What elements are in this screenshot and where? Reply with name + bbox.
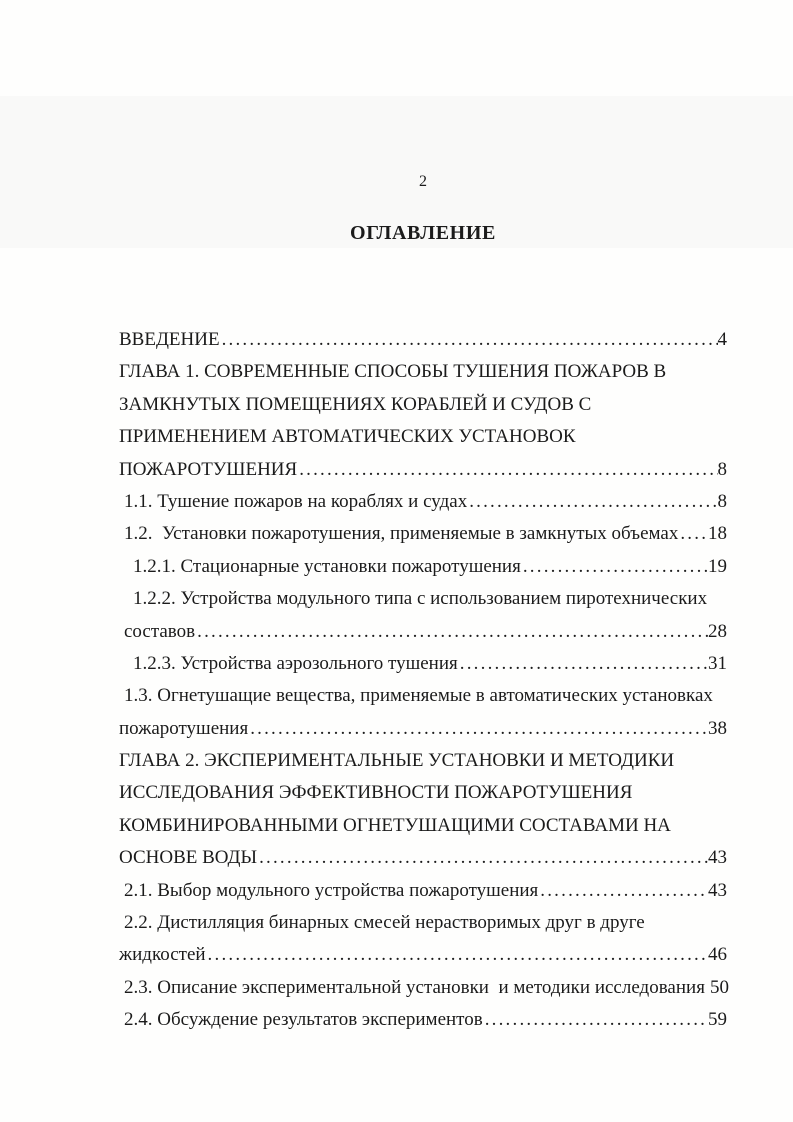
toc-line: [119, 518, 727, 550]
toc-line: [119, 939, 727, 971]
dot-leader: [645, 907, 727, 939]
toc-line: [119, 810, 727, 842]
dot-leader: [674, 745, 727, 777]
toc-line: [119, 324, 727, 356]
toc-entry-text: ГЛАВА 1. СОВРЕМЕННЫЕ СПОСОБЫ ТУШЕНИЯ ПОЖАРОВ В: [119, 361, 667, 383]
page-number: 2: [419, 173, 427, 190]
toc-line: [119, 842, 727, 874]
toc-line: [119, 648, 727, 680]
dot-leader: [576, 421, 727, 453]
toc-entry-text: пожаротушения: [119, 717, 249, 739]
dot-leader: [666, 356, 727, 388]
toc-entry-text: ВВЕДЕНИЕ: [119, 329, 220, 350]
toc-page-ref: 8: [717, 458, 727, 480]
toc-line: [119, 356, 727, 388]
toc-line: [119, 551, 727, 583]
toc-line: [119, 486, 727, 518]
toc-entry-text: ПРИМЕНЕНИЕМ АВТОМАТИЧЕСКИХ УСТАНОВОК: [119, 426, 576, 448]
toc-entry-text: ЗАМКНУТЫХ ПОМЕЩЕНИЯХ КОРАБЛЕЙ И СУДОВ С: [119, 393, 592, 415]
toc-entry-text: 1.2. Установки пожаротушения, применяемые в замкнутых объемах: [124, 523, 679, 545]
toc-entry-text: ГЛАВА 2. ЭКСПЕРИМЕНТАЛЬНЫЕ УСТАНОВКИ И МЕТОДИКИ: [119, 750, 675, 772]
toc-entry-text: 1.2.3. Устройства аэрозольного тушения: [133, 652, 458, 674]
toc-page-ref: 46: [708, 944, 727, 966]
toc-entry-text: 2.4. Обсуждение результатов экспериментов: [124, 1009, 483, 1031]
toc-page-ref: 31: [708, 652, 727, 674]
dot-leader: [632, 777, 727, 809]
toc-line: [119, 583, 727, 615]
dot-leader: [483, 1004, 708, 1036]
toc-entry-text: ОСНОВЕ ВОДЫ: [119, 847, 258, 869]
toc-page-ref: 38: [708, 717, 727, 739]
table-of-contents: [119, 324, 727, 1037]
toc-line: [119, 616, 727, 648]
toc-entry-text: 1.1. Тушение пожаров на кораблях и судах: [124, 490, 468, 512]
toc-page-ref: 18: [708, 523, 727, 545]
toc-line: [119, 972, 727, 1004]
toc-entry-text: ПОЖАРОТУШЕНИЯ: [119, 458, 298, 480]
dot-leader: [297, 454, 717, 486]
dot-leader: [257, 842, 708, 874]
page-title: ОГЛАВЛЕНИЕ: [350, 222, 496, 244]
dot-leader: [467, 486, 717, 518]
toc-page-ref: 59: [708, 1009, 727, 1031]
toc-line: [119, 745, 727, 777]
dot-leader: [220, 324, 718, 356]
toc-entry-text: составов: [124, 620, 196, 642]
dot-leader: [206, 939, 708, 971]
toc-page-ref: 28: [708, 620, 727, 642]
dot-leader: [678, 518, 708, 550]
toc-entry-text: 1.2.1. Стационарные установки пожаротушения: [133, 555, 521, 577]
dot-leader: [195, 616, 708, 648]
toc-page-ref: 43: [708, 879, 727, 901]
toc-line: [119, 713, 727, 745]
toc-page-ref: 50: [709, 976, 729, 998]
dot-leader: [707, 583, 727, 615]
toc-page-ref: 4: [717, 329, 727, 350]
toc-entry-text: 2.2. Дистилляция бинарных смесей нерастворимых друг в друге: [124, 912, 645, 934]
dot-leader: [248, 713, 708, 745]
toc-line: [119, 680, 727, 712]
toc-line: [119, 777, 727, 809]
toc-entry-text: ИССЛЕДОВАНИЯ ЭФФЕКТИВНОСТИ ПОЖАРОТУШЕНИЯ: [119, 782, 633, 804]
dot-leader: [591, 389, 727, 421]
dot-leader: [538, 875, 708, 907]
dot-leader: [458, 648, 708, 680]
dot-leader: [521, 551, 708, 583]
toc-line: [119, 389, 727, 421]
toc-page-ref: 43: [708, 847, 727, 869]
toc-entry-text: 1.3. Огнетушащие вещества, применяемые в автоматических установках: [124, 685, 713, 707]
toc-line: [119, 1004, 727, 1036]
toc-line: [119, 875, 727, 907]
toc-page-ref: 8: [717, 490, 727, 512]
toc-line: [119, 907, 727, 939]
toc-page-ref: 19: [708, 555, 727, 577]
toc-line: [119, 454, 727, 486]
dot-leader: [713, 680, 727, 712]
toc-entry-text: 1.2.2. Устройства модульного типа с использованием пиротехнических: [133, 588, 708, 610]
toc-entry-text: 2.3. Описание экспериментальной установки и методики исследования: [124, 976, 705, 998]
toc-entry-text: жидкостей: [119, 944, 206, 966]
dot-leader: [671, 810, 727, 842]
toc-entry-text: 2.1. Выбор модульного устройства пожаротушения: [124, 879, 539, 901]
toc-line: [119, 421, 727, 453]
toc-entry-text: КОМБИНИРОВАННЫМИ ОГНЕТУШАЩИМИ СОСТАВАМИ НА: [119, 814, 671, 836]
